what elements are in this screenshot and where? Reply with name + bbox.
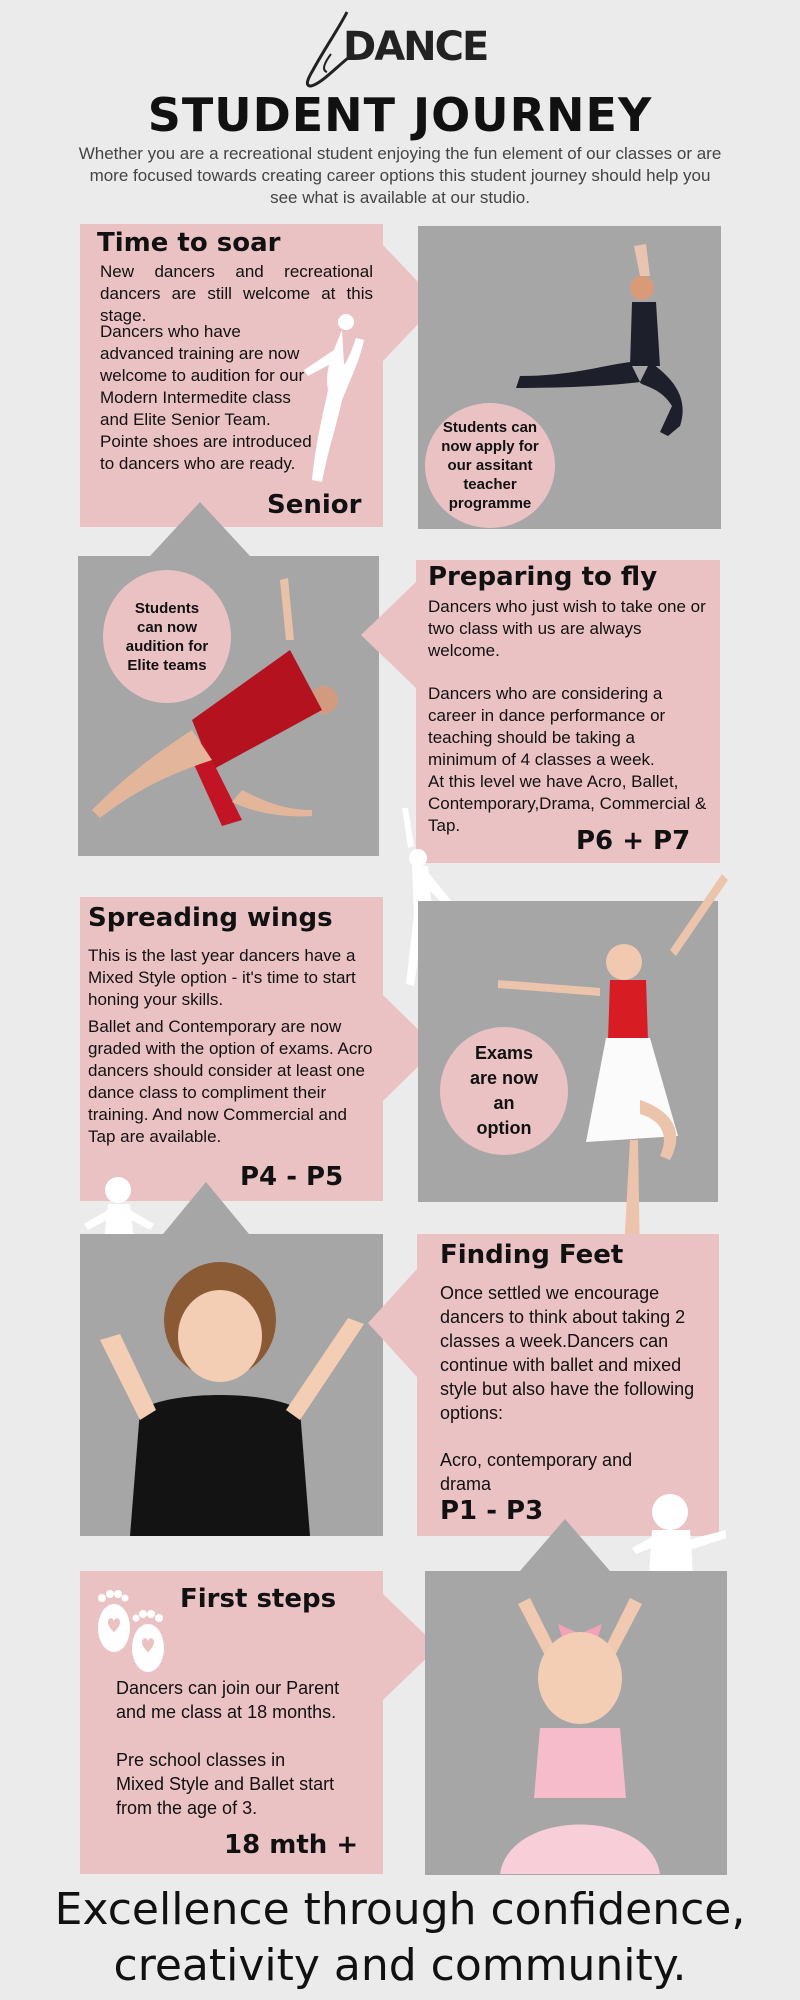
- arrow-up: [520, 1519, 610, 1571]
- stage-p6p7-level: P6 + P7: [576, 826, 691, 856]
- dancer-silhouette-leap: [294, 310, 374, 490]
- stage-senior-level: Senior: [267, 490, 362, 520]
- stage-p4p5-heading: Spreading wings: [88, 903, 333, 933]
- stage-p6p7-heading: Preparing to fly: [428, 562, 658, 592]
- stage-senior-heading: Time to soar: [97, 228, 281, 258]
- arrow-up: [150, 502, 250, 556]
- arrow-left: [361, 581, 417, 689]
- stage-senior-circle: Students can now apply for our assitant teacher programme: [425, 403, 555, 528]
- stage-p1p3-level: P1 - P3: [440, 1496, 544, 1526]
- logo: [295, 8, 495, 90]
- stage-first-text-1: Dancers can join our Parent and me class at 18 months.: [116, 1678, 340, 1722]
- page-title: STUDENT JOURNEY: [147, 88, 653, 142]
- stage-p6p7-circle: Students can now audition for Elite teams: [103, 570, 231, 703]
- tagline-line-2: creativity and community.: [113, 1940, 687, 1991]
- intro-text: Whether you are a recreational student enjoying the fun element of our classes or are more focused towards creating career options this student journey should help you see what is available at our studio.: [78, 144, 722, 207]
- baby-feet-icon: [88, 1584, 178, 1676]
- tagline-line-1: Excellence through confidence,: [54, 1884, 746, 1935]
- stage-p4p5-text-2: Ballet and Contemporary are now graded with the option of exams. Acro dancers should consider at least one dance class to compliment their training. And now Commercial and Tap are available.: [88, 1017, 373, 1146]
- arrow-up: [163, 1182, 249, 1234]
- stage-p1p3-heading: Finding Feet: [440, 1240, 624, 1270]
- stage-senior-text-1: New dancers and recreational dancers are still welcome at this stage.: [100, 262, 373, 325]
- stage-p4p5-circle: Exams are now an option: [440, 1027, 568, 1155]
- stage-p6p7-text-2: Dancers who are considering a career in dance performance or teaching should be taking a minimum of 4 classes a week.: [428, 684, 666, 769]
- stage-p4p5-level: P4 - P5: [240, 1162, 344, 1192]
- stage-p6p7-text-3: At this level we have Acro, Ballet, Contemporary,Drama, Commercial & Tap.: [428, 772, 707, 835]
- stage-first-heading: First steps: [180, 1584, 337, 1614]
- stage-p1p3-text-2: Acro, contemporary and drama: [440, 1450, 633, 1494]
- stage-senior-text-2: Dancers who have advanced training are now welcome to audition for our Modern Intermedite class and Elite Senior Team. Pointe shoes are introduced to dancers who are ready.: [100, 322, 312, 473]
- child-photo-black-tshirt: [100, 1260, 380, 1536]
- logo-text: DANCE: [343, 24, 488, 70]
- stage-p1p3-text-1: Once settled we encourage dancers to think about taking 2 classes a week.Dancers can continue with ballet and mixed style but also have the following options:: [440, 1283, 695, 1423]
- child-photo-pink-tutu: [490, 1588, 670, 1875]
- stage-first-level: 18 mth +: [224, 1830, 359, 1860]
- stage-first-text-2: Pre school classes in Mixed Style and Ballet start from the age of 3.: [116, 1750, 335, 1818]
- stage-p6p7-text-1: Dancers who just wish to take one or two class with us are always welcome.: [428, 597, 706, 660]
- arrow-left: [368, 1269, 417, 1377]
- stage-p4p5-text-1: This is the last year dancers have a Mixed Style option - it's time to start honing your skills.: [88, 946, 356, 1009]
